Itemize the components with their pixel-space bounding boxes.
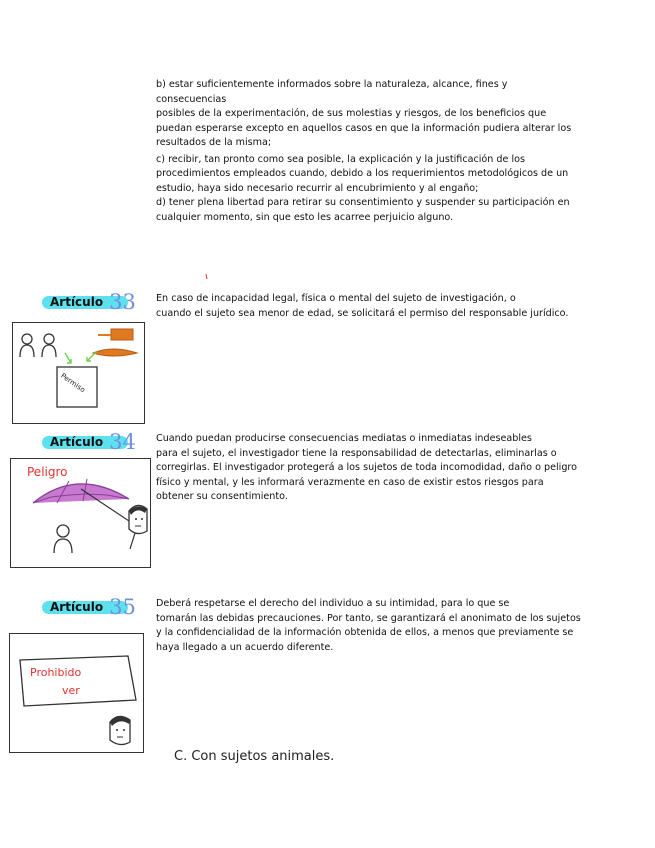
article-label: Artículo — [50, 295, 104, 309]
article-line: para el sujeto, el investigador tiene la responsabilidad de detectarlas, eliminarlas o — [156, 447, 557, 459]
article-33-heading — [50, 292, 136, 312]
article-line: corregirlas. El investigador protegerá a los sujetos de toda incomodidad, daño o peligro — [156, 462, 578, 473]
article-34-heading — [50, 432, 136, 452]
article-33-illustration — [12, 322, 145, 424]
article-line: haya llegado a un acuerdo diferente. — [156, 641, 334, 653]
article-35-illustration — [9, 633, 144, 753]
intro-line: cualquier momento, sin que esto les acarree perjuicio alguno. — [156, 211, 454, 223]
section-c-heading: C. Con sujetos animales. — [174, 749, 335, 764]
article-number: 34 — [109, 430, 136, 454]
article-line: físico y mental, y les informará verazmente en caso de existir estos riesgos para — [156, 476, 544, 488]
article-number: 35 — [109, 595, 136, 619]
article-line: obtener su consentimiento. — [156, 491, 288, 502]
permission-doodle — [13, 323, 144, 423]
article-34-illustration — [10, 458, 151, 568]
intro-line: resultados de la misma; — [156, 137, 272, 148]
intro-line: puedan esperarse excepto en aquellos casos en que la información pudiera alterar los — [156, 122, 572, 134]
forbidden-label-line2: ver — [62, 684, 80, 697]
article-line: Cuando puedan producirse consecuencias mediatas o inmediatas indeseables — [156, 433, 532, 444]
article-33-text — [156, 292, 568, 321]
forbidden-label-line1: Prohibido — [30, 666, 82, 679]
intro-line: estudio, haya sido necesario recurrir al encubrimiento y al engaño; — [156, 182, 479, 194]
article-label: Artículo — [50, 600, 104, 614]
permission-label: Permiso — [59, 371, 87, 395]
article-line: cuando el sujeto sea menor de edad, se solicitará el permiso del responsable jurídico. — [156, 307, 569, 319]
stray-mark — [205, 274, 209, 280]
intro-line: procedimientos empleados cuando, debido a los requerimientos metodológicos de un — [156, 168, 569, 179]
intro-line: c) recibir, tan pronto como sea posible, la explicación y la justificación de los — [156, 153, 526, 165]
article-line: y la confidencialidad de la información obtenida de ellos, a menos que previamente se — [156, 627, 574, 638]
article-line: Deberá respetarse el derecho del individuo a su intimidad, para lo que se — [156, 598, 510, 609]
article-34-text — [156, 432, 577, 505]
intro-line: consecuencias — [156, 93, 227, 105]
intro-line: d) tener plena libertad para retirar su consentimiento y suspender su participación en — [156, 197, 570, 208]
article-35-text — [156, 597, 581, 655]
intro-paragraph — [156, 78, 571, 225]
intro-line: posibles de la experimentación, de sus molestias y riesgos, de los beneficios que — [156, 108, 547, 119]
article-35-heading — [50, 597, 136, 617]
danger-label: Peligro — [27, 465, 68, 479]
article-line: En caso de incapacidad legal, física o mental del sujeto de investigación, o — [156, 293, 516, 304]
article-label: Artículo — [50, 435, 104, 449]
article-line: tomarán las debidas precauciones. Por tanto, se garantizará el anonimato de los sujetos — [156, 612, 581, 624]
intro-line: b) estar suficientemente informados sobre la naturaleza, alcance, fines y — [156, 79, 508, 90]
article-number: 33 — [109, 290, 136, 314]
